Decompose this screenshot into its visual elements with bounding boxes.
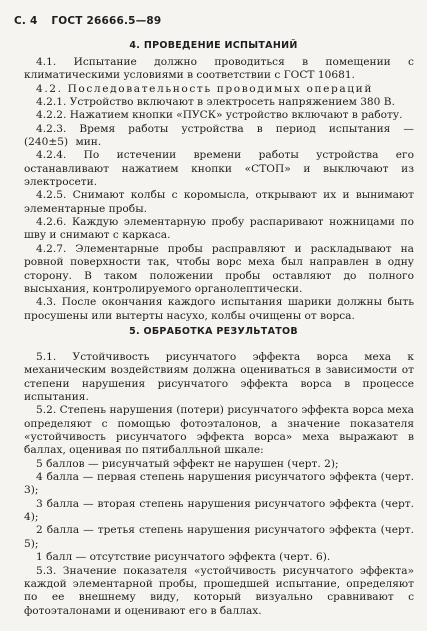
paragraph-5-3: 5.3. Значение показателя «устойчивость рисунчатого эффекта» каждой элементарной пробы, прошедшей испытание, определяют по ее внешнему виду, который визуально сравнивают с фотоэталонами и оценивают его в баллах. (24, 564, 414, 617)
section-5-body (24, 351, 414, 618)
page-header (14, 15, 171, 27)
score-4: 4 балла — первая степень нарушения рисунчатого эффекта (черт. 3); (24, 471, 414, 497)
section-4-title: 4. ПРОВЕДЕНИЕ ИСПЫТАНИЙ (129, 40, 298, 51)
score-1: 1 балл — отсутствие рисунчатого эффекта (черт. 6). (36, 551, 331, 564)
paragraph-5-2: 5.2. Степень нарушения (потери) рисунчатого эффекта ворса меха определяют с помощью фотоэталонов, а значение показателя «устойчивость рисунчатого эффекта ворса» меха выражают в баллах, оценивая по пятибалльной шкале: (24, 404, 414, 457)
paragraph-4-2-4: 4.2.4. По истечении времени работы устройства его останавливают нажатием кнопки «СТОП» и выключают из электросети. (24, 149, 414, 189)
paragraph-4-2-3: 4.2.3. Время работы устройства в период испытания — (240±5) мин. (24, 122, 414, 149)
paragraph-4-2-1: 4.2.1. Устройство включают в электросеть напряжением 380 В. (36, 96, 395, 109)
paragraph-4-2-7: 4.2.7. Элементарные пробы расправляют и раскладывают на ровной поверхности так, чтобы ворс меха был направлен в одну сторону. В таком положении пробы оставляют до полного высыхания, контролируемого органолептически. (24, 242, 414, 295)
paragraph-4-1: 4.1. Испытание должно проводиться в помещении с климатическими условиями в соответствии с ГОСТ 10681. (24, 56, 414, 82)
paragraph-4-2-2: 4.2.2. Нажатием кнопки «ПУСК» устройство включают в работу. (36, 109, 403, 122)
paragraph-4-3: 4.3. После окончания каждого испытания шарики должны быть просушены или вытерты насухо, колбы очищены от ворса. (24, 296, 414, 322)
paragraph-5-1: 5.1. Устойчивость рисунчатого эффекта ворса меха к механическим воздействиям должна оцениваться в зависимости от степени нарушения рисунчатого эффекта ворса в процессе испытания. (24, 351, 414, 404)
score-2: 2 балла — третья степень нарушения рисунчатого эффекта (черт. 5); (24, 524, 414, 550)
section-4-body (24, 56, 414, 323)
section-5-title: 5. ОБРАБОТКА РЕЗУЛЬТАТОВ (129, 326, 298, 337)
paragraph-4-2-6: 4.2.6. Каждую элементарную пробу распаривают ножницами по шву и снимают с каркаса. (24, 216, 414, 242)
paragraph-4-2: 4.2. Последовательность проводимых операций (36, 82, 374, 95)
standard-code: ГОСТ 26666.5—89 (51, 15, 162, 27)
score-3: 3 балла — вторая степень нарушения рисунчатого эффекта (черт. 4); (24, 497, 414, 524)
paragraph-4-2-5: 4.2.5. Снимают колбы с коромысла, открывают их и вынимают элементарные пробы. (24, 189, 414, 215)
score-5: 5 баллов — рисунчатый эффект не нарушен (черт. 2); (36, 457, 339, 470)
page-number: С. 4 (14, 15, 38, 27)
